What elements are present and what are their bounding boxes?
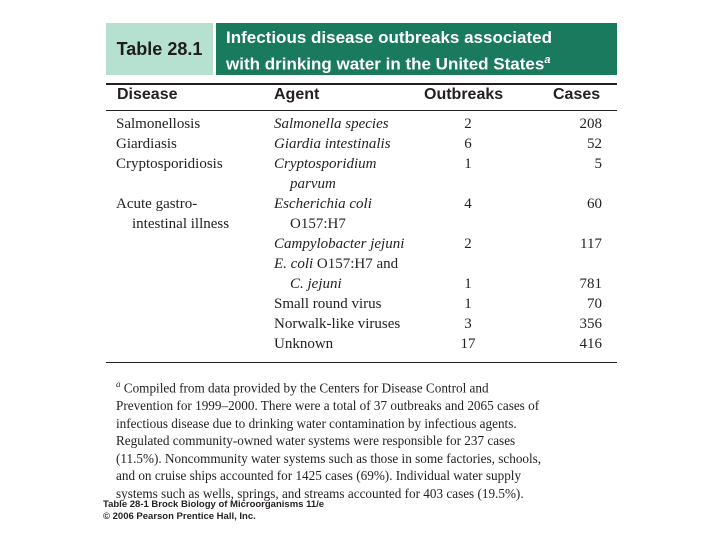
row3-disease: Cryptosporidiosis	[116, 156, 223, 172]
footnote-line2: Prevention for 1999–2000. There were a total of 37 outbreaks and 2065 cases of	[116, 397, 540, 413]
row8-outbreaks: 3	[464, 316, 472, 332]
col-header-agent: Agent	[274, 86, 320, 103]
row7-outbreaks: 1	[464, 296, 472, 312]
col-header-outbreaks: Outbreaks	[424, 86, 504, 103]
credit-line2: © 2006 Pearson Prentice Hall, Inc.	[103, 511, 256, 522]
row4-disease-line1: Acute gastro-	[116, 196, 198, 212]
row6-cases: 781	[579, 276, 602, 292]
source-credit	[103, 499, 324, 523]
row1-disease: Salmonellosis	[116, 116, 201, 132]
row5-agent: Campylobacter jejuni	[274, 236, 405, 252]
row1-cases: 208	[579, 116, 602, 132]
row6-agent-line1: E. coli O157:H7 and	[274, 256, 399, 272]
row8-cases: 356	[579, 316, 602, 332]
row4-agent-line2: O157:H7	[290, 216, 346, 232]
row4-outbreaks: 4	[464, 196, 472, 212]
row3-agent-line1: Cryptosporidium	[274, 156, 377, 172]
row3-outbreaks: 1	[464, 156, 472, 172]
top-rule	[106, 83, 617, 85]
footnote-mark: a	[116, 379, 121, 389]
row9-outbreaks: 17	[460, 336, 476, 352]
row4-disease-line2: intestinal illness	[132, 216, 230, 232]
row7-agent: Small round virus	[274, 296, 382, 312]
row1-outbreaks: 2	[464, 116, 472, 132]
col-header-cases: Cases	[553, 86, 601, 103]
header-rule	[106, 110, 617, 111]
row5-cases: 117	[580, 236, 602, 252]
row6-agent-line2: C. jejuni	[290, 276, 342, 292]
bottom-rule	[106, 362, 617, 363]
footnote-line1: $^a$ Compiled from data provided by the Centers for Disease Control and	[116, 379, 489, 396]
table-footnote	[116, 376, 616, 503]
row2-cases: 52	[587, 136, 602, 152]
table-title	[216, 23, 617, 75]
row2-disease: Giardiasis	[116, 136, 177, 152]
table-title-line2: with drinking water in the United States$^a$	[226, 54, 551, 74]
row4-cases: 60	[587, 196, 602, 212]
table-number: Table 28.1	[106, 23, 216, 75]
footnote-line7: systems such as wells, springs, and streams accounted for 403 cases (19.5%).	[116, 485, 524, 501]
table-header-banner	[106, 23, 617, 75]
row4-agent-line1: Escherichia coli	[274, 196, 372, 212]
row8-agent: Norwalk-like viruses	[274, 316, 401, 332]
row9-cases: 416	[579, 336, 602, 352]
row9-agent: Unknown	[274, 336, 334, 352]
row6-outbreaks: 1	[464, 276, 472, 292]
col-header-disease: Disease	[117, 86, 178, 103]
row2-outbreaks: 6	[464, 136, 472, 152]
row3-cases: 5	[594, 156, 602, 172]
row5-outbreaks: 2	[464, 236, 472, 252]
row1-agent: Salmonella species	[274, 116, 389, 132]
footnote-line5: (11.5%). Noncommunity water systems such as those in some factories, schools,	[116, 450, 542, 466]
table-title-line1: Infectious disease outbreaks associated	[226, 28, 552, 47]
row3-agent-line2: parvum	[290, 176, 336, 192]
title-footnote-mark: a	[544, 54, 551, 66]
row7-cases: 70	[587, 296, 602, 312]
row2-agent: Giardia intestinalis	[274, 136, 391, 152]
credit-line1: Table 28-1 Brock Biology of Microorganisms 11/e	[103, 499, 325, 510]
footnote-line4: Regulated community-owned water systems were responsible for 237 cases	[116, 433, 516, 449]
footnote-line6: and on cruise ships accounted for 1425 cases (69%). Individual water supply	[116, 468, 522, 484]
footnote-line3: infectious disease due to drinking water contamination by infectious agents.	[116, 415, 517, 431]
